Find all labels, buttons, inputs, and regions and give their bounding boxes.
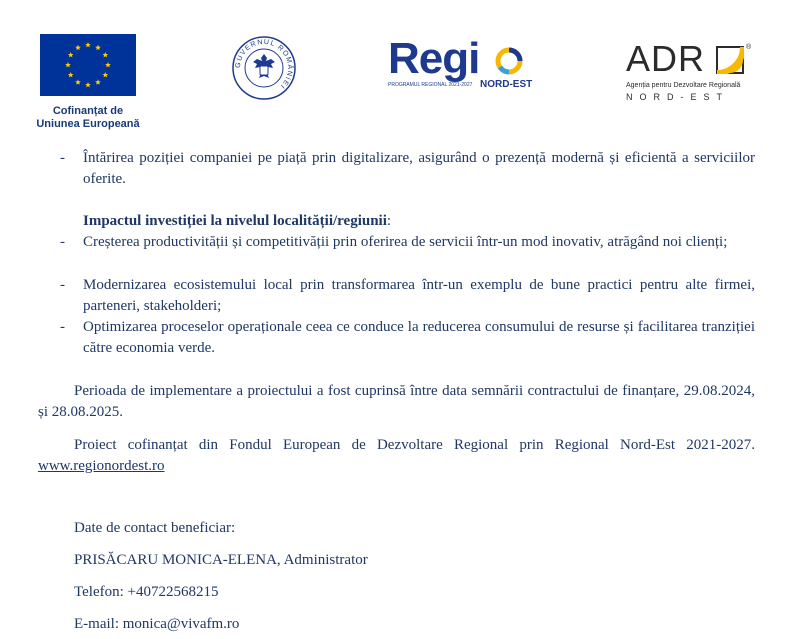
eu-caption-line1: Cofinanțat de [52, 105, 124, 117]
bullet-dash: - [60, 277, 65, 293]
impact-heading-text: Impactul investiției la nivelul localității/regiunii [83, 213, 387, 229]
bullet-text: Optimizarea proceselor operaționale ceea ce conduce la reducerea consumului de resurse și facilitarea tranziției către economia verde. [83, 319, 755, 356]
bullet-item [60, 148, 755, 190]
eu-caption-line2: Uniunea Europeană [36, 118, 140, 130]
contact-name: PRISĂCARU MONICA-ELENA, Administrator [74, 552, 368, 568]
eu-logo [36, 34, 140, 131]
header-logos [0, 0, 789, 140]
eu-flag-icon [40, 34, 136, 96]
adr-mark-icon [716, 46, 744, 74]
contact-label: Date de contact beneficiar: [74, 520, 236, 536]
bullet-text: Întărirea poziției companiei pe piață prin digitalizare, asigurând o prezență modernă și eficientă a serviciilor oferite. [83, 150, 755, 187]
regio-region-text: NORD-EST [480, 79, 533, 90]
adr-subtitle: Agenția pentru Dezvoltare Regională [626, 82, 741, 89]
bullet-dash: - [60, 234, 65, 250]
eu-caption [18, 105, 158, 131]
government-seal-icon [232, 36, 296, 100]
adr-registered-mark: ® [746, 44, 752, 51]
contact-email: E-mail: monica@vivafm.ro [74, 616, 240, 632]
bullet-text: Modernizarea ecosistemului local prin transformarea într-un exemplu de bune practici pentru alte firmei, parteneri, stakeholderi; [83, 277, 755, 314]
regio-logo [388, 34, 536, 94]
impact-heading [83, 211, 391, 232]
regio-wordmark: Regi [388, 34, 480, 83]
funding-text: Proiect cofinanțat din Fondul European de Dezvoltare Regional prin Regional Nord-Est 2021-2027. [74, 437, 755, 453]
regio-o-mark-icon [494, 46, 524, 76]
region-website-link[interactable]: www.regionordest.ro [38, 458, 165, 474]
bullet-text: Creșterea productivității și competitivății prin oferirea de servicii într-un mod inovativ, atrăgând noi clienți; [83, 234, 728, 250]
funding-paragraph [38, 435, 755, 477]
bullet-item [60, 275, 755, 317]
bullet-dash: - [60, 150, 65, 166]
implementation-period-paragraph: Perioada de implementare a proiectului a fost cuprinsă între data semnării contractului de finanțare, 29.08.2024, și 28.08.2025. [38, 383, 755, 420]
impact-heading-colon: : [386, 213, 392, 229]
regio-program-text: PROGRAMUL REGIONAL 2021-2027 [388, 82, 473, 88]
bullet-dash: - [60, 319, 65, 335]
adr-region-text: NORD-EST [626, 92, 729, 102]
bullet-item [60, 317, 755, 359]
adr-logo [626, 38, 756, 104]
adr-wordmark: ADR [626, 38, 706, 79]
contact-phone: Telefon: +40722568215 [74, 584, 219, 600]
bullet-item [60, 232, 755, 253]
gov-ring-text: GUVERNUL ROMÂNIEI [234, 38, 294, 91]
